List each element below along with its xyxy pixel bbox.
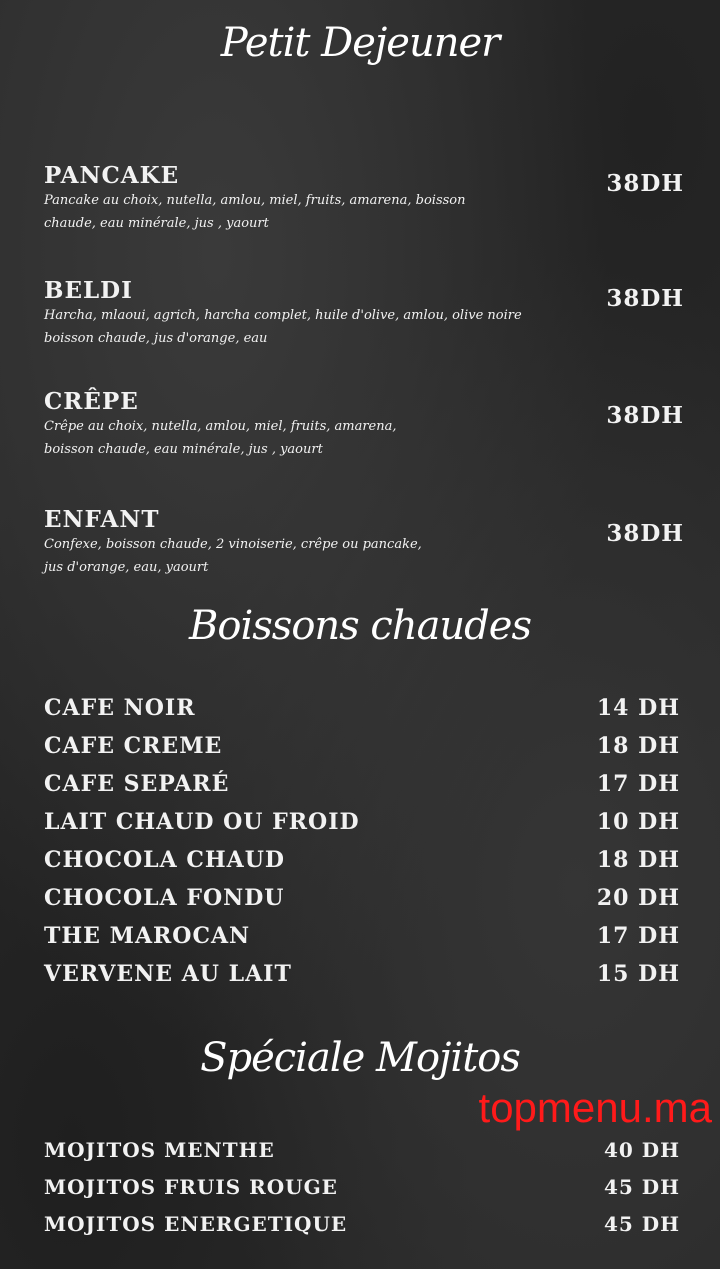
item-price: 20 DH <box>596 885 680 911</box>
menu-row <box>44 960 680 988</box>
item-price: 45 DH <box>603 1175 680 1199</box>
menu-row <box>44 770 680 798</box>
menu-item <box>44 162 684 235</box>
item-price: 38DH <box>606 402 684 429</box>
item-name: THE MAROCAN <box>44 923 251 949</box>
item-description: Confexe, boisson chaude, 2 vinoiserie, crêpe ou pancake, <box>44 537 422 552</box>
item-price: 10 DH <box>596 809 680 835</box>
menu-row <box>44 846 680 874</box>
item-price: 14 DH <box>596 695 680 721</box>
item-name: PANCAKE <box>44 162 180 189</box>
watermark: topmenu.ma <box>478 1084 712 1131</box>
item-name: CAFE CREME <box>44 733 223 759</box>
menu-row <box>44 1210 680 1238</box>
item-description: boisson chaude, jus d'orange, eau <box>44 331 268 346</box>
item-description: chaude, eau minérale, jus , yaourt <box>44 216 269 231</box>
item-name: ENFANT <box>44 506 160 533</box>
section-title-speciale-mojitos: Spéciale Mojitos <box>200 1035 520 1081</box>
item-name: BELDI <box>44 277 133 304</box>
item-price: 38DH <box>606 170 684 197</box>
item-price: 15 DH <box>596 961 680 987</box>
item-price: 40 DH <box>603 1138 680 1162</box>
item-name: CRÊPE <box>44 388 139 415</box>
item-name: MOJITOS MENTHE <box>44 1138 275 1162</box>
item-name: CHOCOLA CHAUD <box>44 847 285 873</box>
item-price: 45 DH <box>603 1212 680 1236</box>
item-name: MOJITOS ENERGETIQUE <box>44 1212 348 1236</box>
item-price: 18 DH <box>596 847 680 873</box>
menu-row <box>44 694 680 722</box>
item-name: VERVENE AU LAIT <box>44 961 292 987</box>
item-price: 38DH <box>606 285 684 312</box>
item-description: boisson chaude, eau minérale, jus , yaourt <box>44 442 323 457</box>
item-description: Pancake au choix, nutella, amlou, miel, fruits, amarena, boisson <box>44 193 466 208</box>
section-title-petit-dejeuner: Petit Dejeuner <box>220 20 500 66</box>
menu-row <box>44 884 680 912</box>
menu-row <box>44 1136 680 1164</box>
item-description: Crêpe au choix, nutella, amlou, miel, fruits, amarena, <box>44 419 397 434</box>
item-price: 18 DH <box>596 733 680 759</box>
item-description: jus d'orange, eau, yaourt <box>44 560 209 575</box>
item-description: Harcha, mlaoui, agrich, harcha complet, huile d'olive, amlou, olive noire <box>44 308 522 323</box>
item-name: MOJITOS FRUIS ROUGE <box>44 1175 338 1199</box>
menu-row <box>44 922 680 950</box>
menu-item <box>44 506 684 579</box>
menu-row <box>44 732 680 760</box>
item-name: CAFE SEPARÉ <box>44 771 230 797</box>
item-name: CHOCOLA FONDU <box>44 885 285 911</box>
section-title-boissons-chaudes: Boissons chaudes <box>189 603 531 649</box>
item-name: CAFE NOIR <box>44 695 196 721</box>
menu-item <box>44 388 684 461</box>
item-price: 17 DH <box>596 771 680 797</box>
menu-row <box>44 1173 680 1201</box>
menu-row <box>44 808 680 836</box>
item-price: 17 DH <box>596 923 680 949</box>
item-name: LAIT CHAUD OU FROID <box>44 809 360 835</box>
menu-item <box>44 277 684 350</box>
item-price: 38DH <box>606 520 684 547</box>
